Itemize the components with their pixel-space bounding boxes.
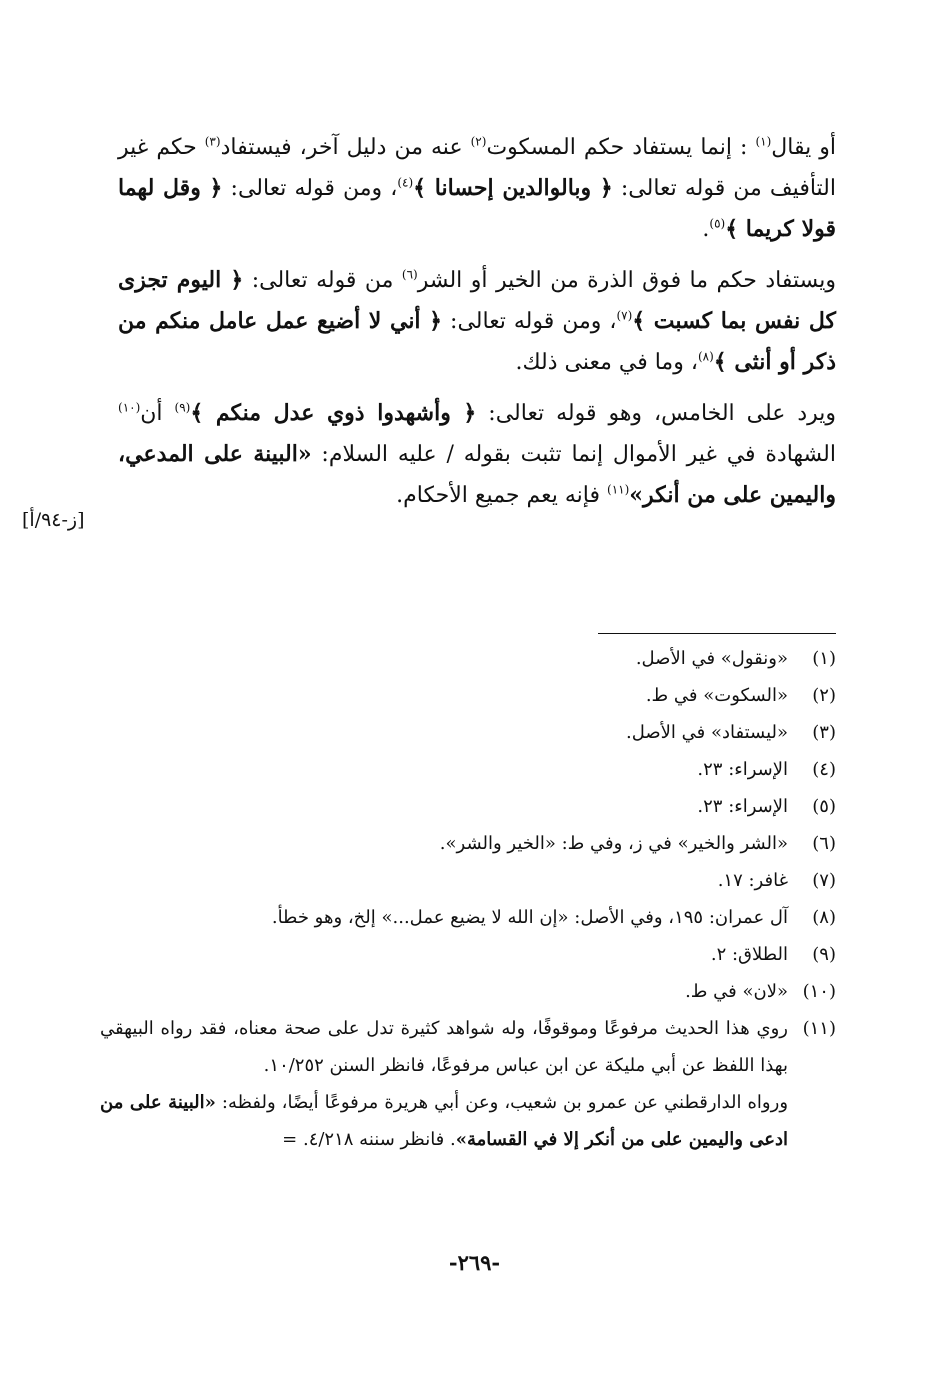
footnote-text: «لان» في ط. (685, 981, 788, 1002)
text-run: حكم غير التأفيف من قوله تعالى: (118, 135, 836, 201)
footnote-number: (٧) (812, 870, 836, 891)
footnote-number: (١٠) (802, 981, 836, 1002)
footnote-number: (٨) (812, 907, 836, 928)
footnote-text: «ليستفاد» في الأصل. (626, 722, 788, 743)
quran-verse: ﴿ وبالوالدين إحسانا ﴾ (413, 175, 613, 201)
text-run: أو يقال (771, 135, 836, 160)
footnote-ref-2: (٢) (470, 134, 487, 149)
footnote-number: (٥) (812, 796, 836, 817)
footnote (100, 714, 836, 751)
footnote-ref-7: (٧) (616, 308, 633, 323)
text-run: . (702, 217, 710, 242)
footnote-ref-1: (١) (755, 134, 772, 149)
footnote (100, 899, 836, 936)
text-run: ، ومن قوله تعالى: (442, 309, 617, 334)
text-run: ، وما في معنى ذلك. (515, 350, 698, 375)
main-text-body (118, 127, 836, 516)
text-run: من قوله تعالى: (243, 268, 402, 293)
footnote-text: الإسراء: ٢٣. (697, 759, 788, 780)
footnote-text: الطلاق: ٢. (710, 944, 788, 965)
quran-verse: ﴿ وقل لهما قولا كريما ﴾ (118, 175, 836, 242)
footnote (100, 788, 836, 825)
text-run: ويستفاد حكم ما فوق الذرة من الخير أو الشر (417, 268, 836, 293)
footnote-ref-6: (٦) (401, 267, 418, 282)
paragraph-2 (118, 260, 836, 383)
paragraph-3 (118, 393, 836, 516)
footnote (100, 936, 836, 973)
footnote-text: الإسراء: ٢٣. (697, 796, 788, 817)
footnote (100, 825, 836, 862)
text-run: ورواه الدارقطني عن عمرو بن شعيب، وعن أبي هريرة مرفوعًا أيضًا، ولفظه: (215, 1092, 789, 1113)
footnote-text: «الشر والخير» في ز، وفي ط: «الخير والشر». (439, 833, 788, 854)
footnote-ref-3: (٣) (204, 134, 221, 149)
footnote-number: (٤) (812, 759, 836, 780)
quran-verse: ﴿ اليوم تجزى كل نفس بما كسبت ﴾ (118, 267, 836, 334)
footnote (100, 973, 836, 1010)
footnote-ref-10: (١٠) (118, 400, 141, 415)
page-number: -٢٦٩- (448, 1250, 501, 1275)
footnote (100, 677, 836, 714)
footnote-ref-9: (٩) (174, 400, 191, 415)
footnotes-section (100, 640, 836, 1158)
footnote-ref-4: (٤) (397, 175, 414, 190)
footnote-number: (٣) (812, 722, 836, 743)
footnote-text: روي هذا الحديث مرفوعًا وموقوفًا، وله شواهد كثيرة تدل على صحة معناه، فقد رواه البيهقي بهذا اللفظ عن أبي مليكة عن ابن عباس مرفوعًا، فانظر السنن ١٠/٢٥٢. (100, 1018, 788, 1076)
text-run: أن (140, 401, 175, 426)
text-run: عنه من دليل آخر، فيستفاد (220, 135, 471, 160)
quran-verse: ﴿ أني لا أضيع عمل عامل منكم من ذكر أو أنثى ﴾ (118, 308, 836, 375)
quran-verse: ﴿ وأشهدوا ذوي عدل منكم ﴾ (190, 400, 477, 426)
footnote-ref-5: (٥) (709, 216, 726, 231)
footnote-ref-8: (٨) (697, 349, 714, 364)
footnote-continuation (100, 1084, 836, 1158)
footnote (100, 640, 836, 677)
footnote-text: «السكوت» في ط. (645, 685, 788, 706)
paragraph-1 (118, 127, 836, 250)
hadith-quote: «البينة على المدعي، واليمين على من أنكر» (118, 441, 836, 508)
footnote-text: «ونقول» في الأصل. (635, 648, 788, 669)
footnote-ref-11: (١١) (607, 482, 630, 497)
text-run: : إنما يستفاد حكم المسكوت (486, 135, 756, 160)
hadith-quote: «البينة على من ادعى واليمين على من أنكر إلا في القسامة» (100, 1092, 788, 1150)
footnote-text: آل عمران: ١٩٥، وفي الأصل: «إن الله لا يضيع عمل...» إلخ، وهو خطأ. (271, 907, 788, 928)
footnote-number: (٩) (812, 944, 836, 965)
footnote-number: (٢) (812, 685, 836, 706)
footnote (100, 862, 836, 899)
text-run: ، ومن قوله تعالى: (222, 176, 398, 201)
footnote-text: غافر: ١٧. (717, 870, 788, 891)
text-run: . فانظر سننه ٤/٢١٨. = (282, 1129, 456, 1150)
footnote-number: (٦) (812, 833, 836, 854)
text-run: فإنه يعم جميع الأحكام. (396, 483, 608, 508)
text-run: الشهادة في غير الأموال إنما تثبت بقوله / عليه السلام: (311, 442, 836, 467)
text-run: ويرد على الخامس، وهو قوله تعالى: (476, 401, 837, 426)
footnote-divider (598, 633, 836, 634)
footnote-number: (١١) (802, 1018, 836, 1039)
footnote (100, 1010, 836, 1084)
manuscript-folio-marker: [ز-٩٤/أ] (22, 509, 85, 531)
footnote (100, 751, 836, 788)
footnote-number: (١) (812, 648, 836, 669)
